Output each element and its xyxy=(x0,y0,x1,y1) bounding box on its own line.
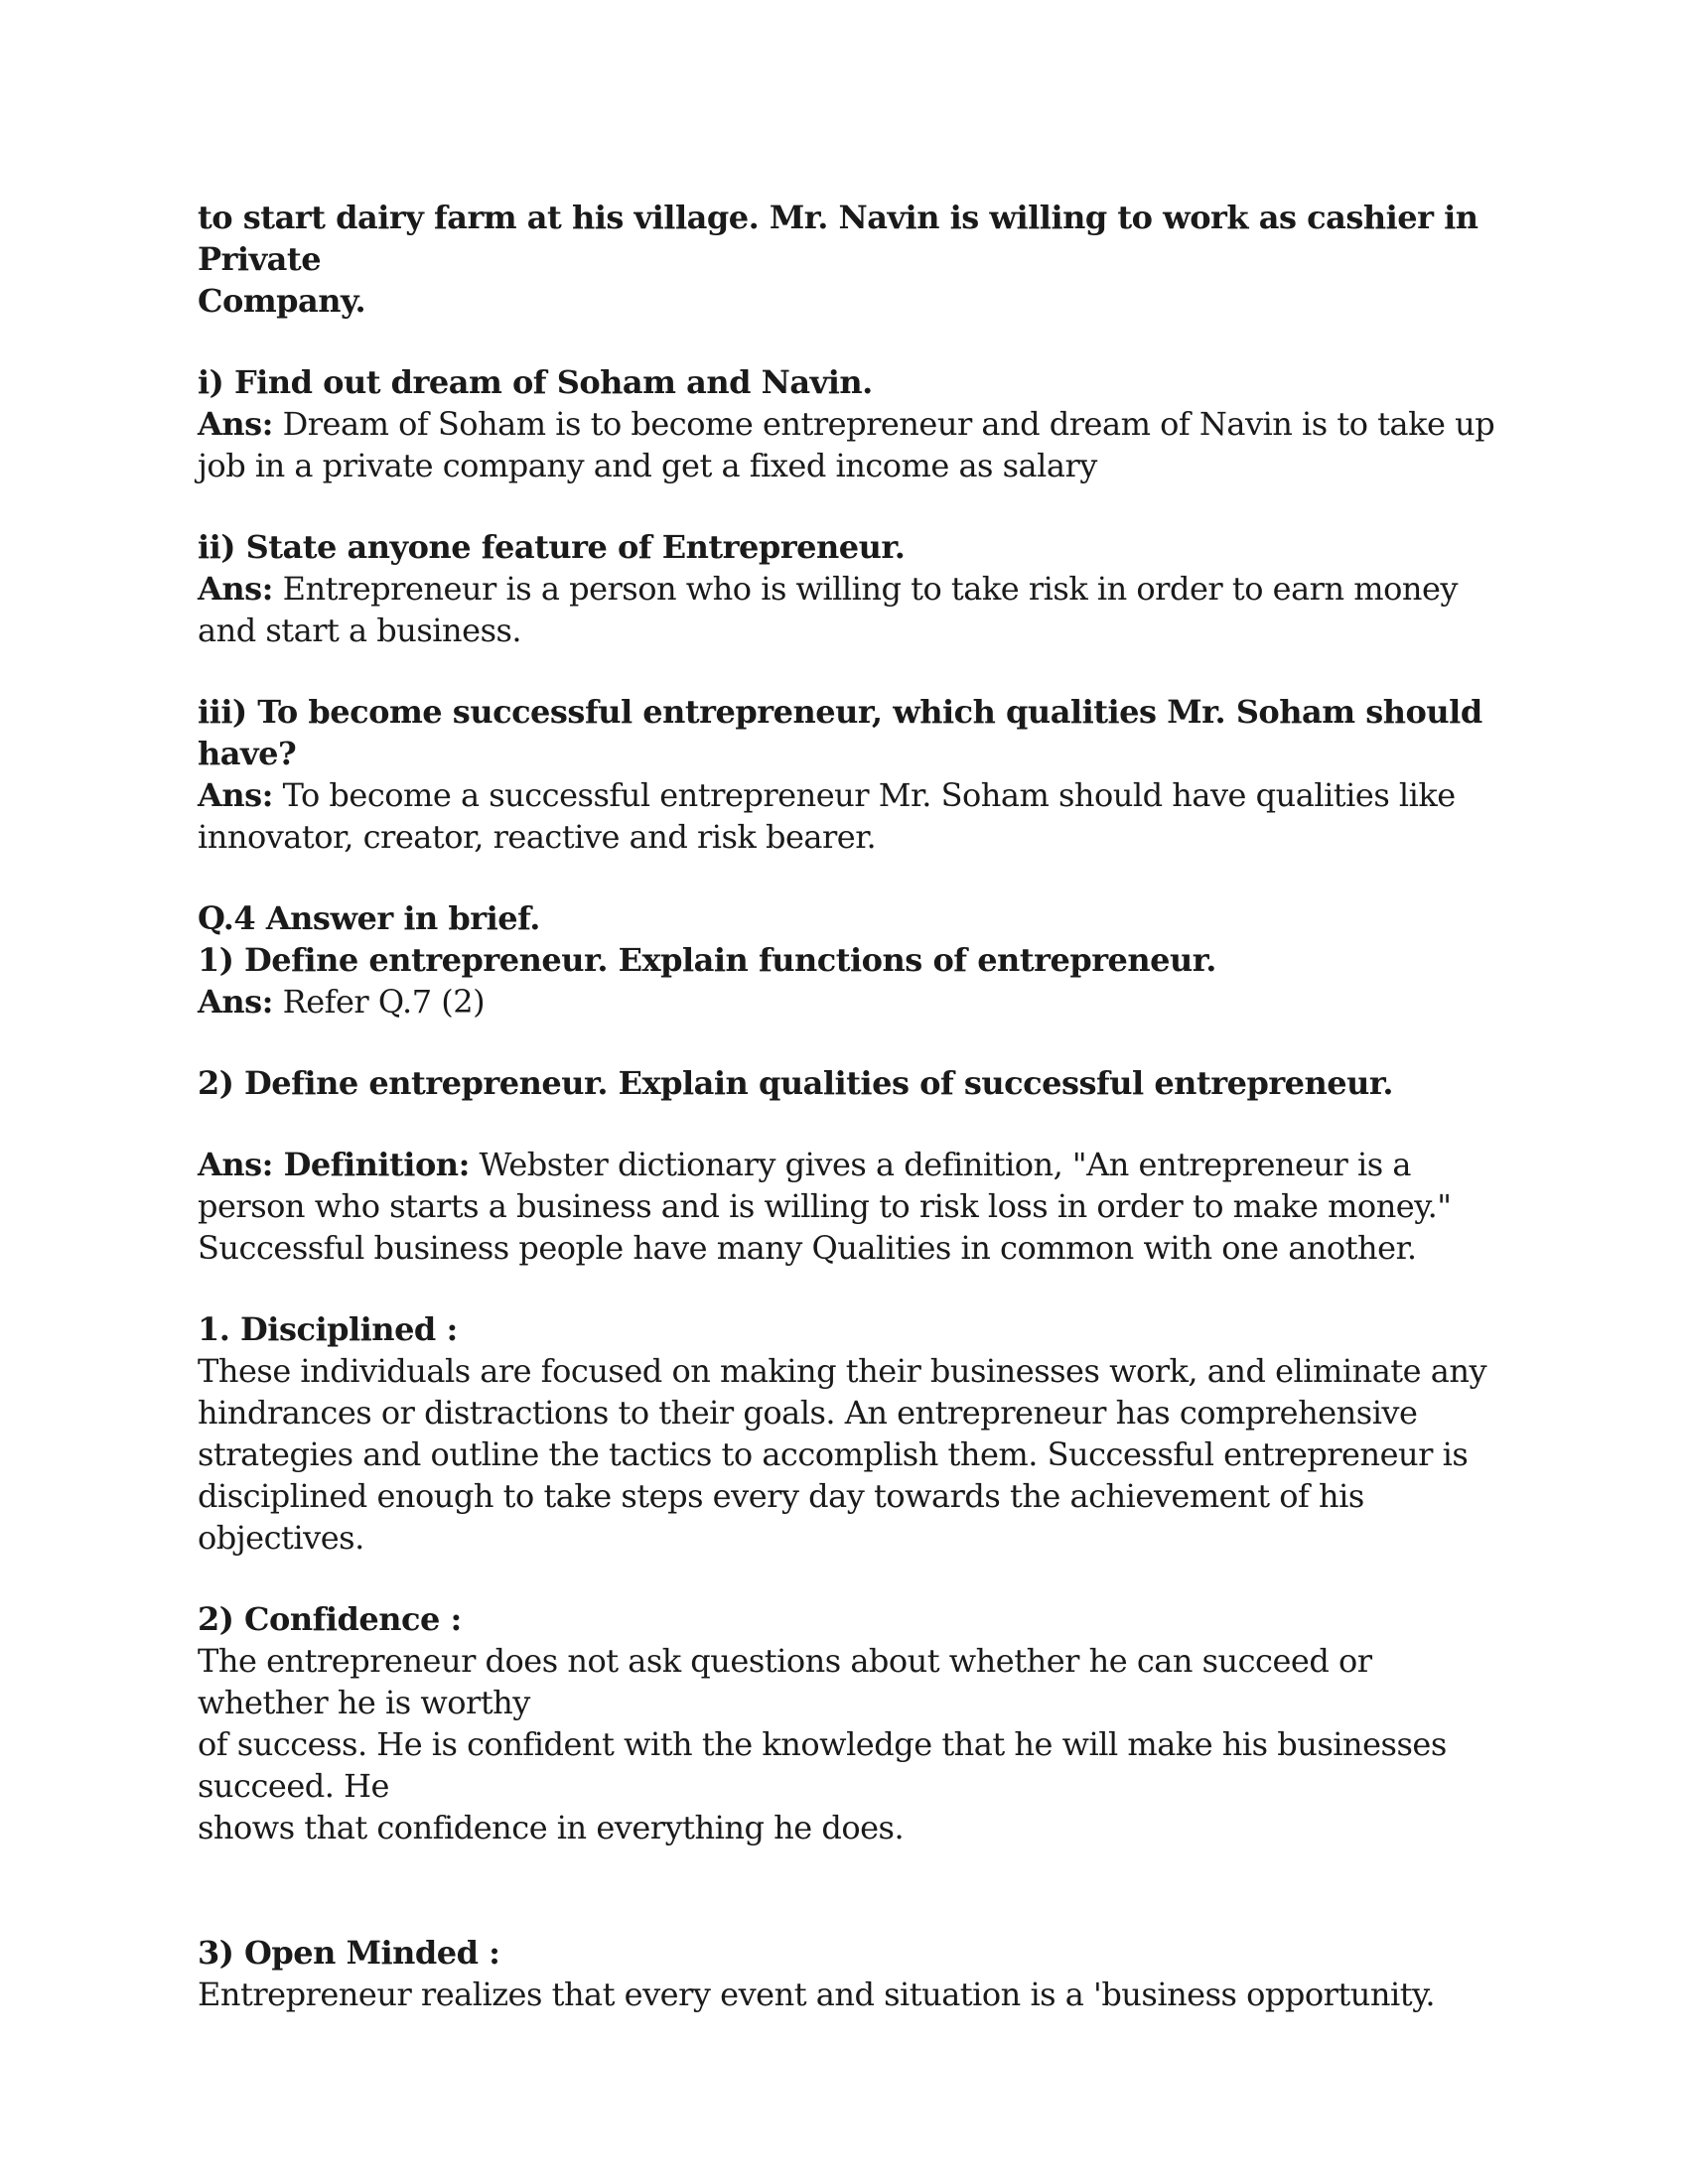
answer-label: Ans: xyxy=(198,570,273,608)
answer-label: Ans: xyxy=(198,776,273,814)
section-answer-1 xyxy=(198,981,1498,1023)
page-content xyxy=(198,197,1498,2015)
answer-label: Ans: xyxy=(198,405,273,443)
definition-text: Webster dictionary gives a definition, "An entrepreneur is a person who starts a business and is willing to risk loss in order to make money." xyxy=(198,1146,1452,1225)
definition-label: Ans: Definition: xyxy=(198,1146,470,1183)
answer-text: Entrepreneur is a person who is willing to take risk in order to earn money and start a business. xyxy=(198,570,1458,649)
quality-2-heading: 2) Confidence : xyxy=(198,1600,462,1638)
quality-3-text: Entrepreneur realizes that every event and situation is a 'business opportunity. xyxy=(198,1976,1436,2013)
question-3: iii) To become successful entrepreneur, which qualities Mr. Soham should have? xyxy=(198,693,1482,772)
quality-1-text: These individuals are focused on making their businesses work, and eliminate any hindrances or distractions to their goals. An entrepreneur has comprehensive strategies and outline the tactics to accomplish them. Successful entrepreneur is disciplined enough to take steps every day towards the achievement of his objectives. xyxy=(198,1352,1487,1557)
answer-2 xyxy=(198,568,1498,651)
quality-2-line-3: shows that confidence in everything he does. xyxy=(198,1809,905,1846)
intro-line-2: Company. xyxy=(198,282,366,320)
question-2: ii) State anyone feature of Entrepreneur. xyxy=(198,528,906,566)
quality-3-heading: 3) Open Minded : xyxy=(198,1934,500,1972)
section-question-1: 1) Define entrepreneur. Explain functions of entrepreneur. xyxy=(198,941,1216,979)
quality-2-line-2: of success. He is confident with the knowledge that he will make his businesses succeed. He xyxy=(198,1725,1447,1805)
answer-1 xyxy=(198,403,1498,486)
quality-1-heading: 1. Disciplined : xyxy=(198,1310,458,1348)
section-answer-2 xyxy=(198,1144,1498,1227)
answer-3 xyxy=(198,774,1498,858)
answer-text: Refer Q.7 (2) xyxy=(282,983,486,1021)
answer-text: Dream of Soham is to become entrepreneur and dream of Navin is to take up job in a private company and get a fixed income as salary xyxy=(198,405,1495,484)
answer-label: Ans: xyxy=(198,983,273,1021)
answer-text: To become a successful entrepreneur Mr. Soham should have qualities like innovator, creator, reactive and risk bearer. xyxy=(198,776,1456,856)
question-1: i) Find out dream of Soham and Navin. xyxy=(198,363,873,401)
intro-line-1: to start dairy farm at his village. Mr. Navin is willing to work as cashier in Private xyxy=(198,199,1478,278)
section-question-2: 2) Define entrepreneur. Explain qualities of successful entrepreneur. xyxy=(198,1064,1393,1102)
section-heading: Q.4 Answer in brief. xyxy=(198,899,540,937)
quality-2-line-1: The entrepreneur does not ask questions about whether he can succeed or whether he is worthy xyxy=(198,1642,1372,1721)
qualities-intro: Successful business people have many Qualities in common with one another. xyxy=(198,1229,1417,1267)
